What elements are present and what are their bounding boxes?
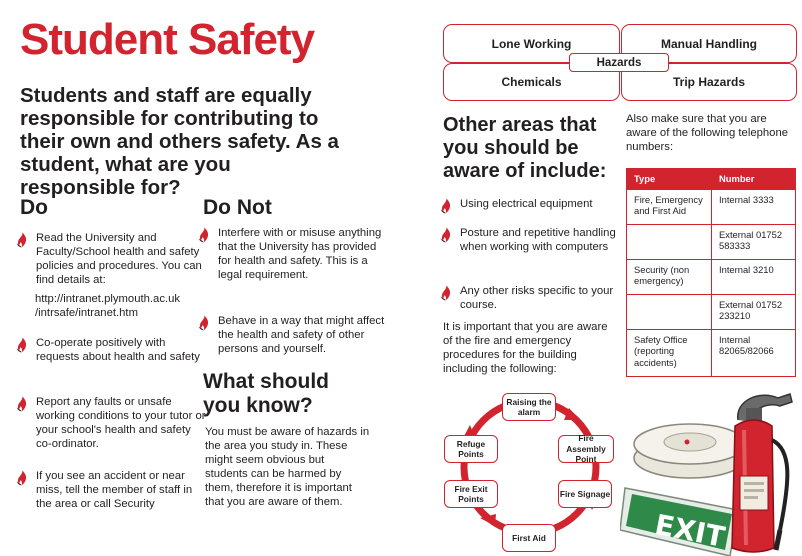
exit-sign-text: EXIT (652, 508, 728, 554)
cycle-step-fire-assembly-point: Fire Assembly Point (558, 435, 614, 463)
other-area-item (440, 226, 630, 254)
do-item-text: Co-operate positively with requests about health and safety (36, 337, 200, 363)
do-item-text: Report any faults or unsafe working conditions to your tutor or your school's health and safety co-ordinator. (36, 396, 206, 450)
do-item-text: If you see an accident or near miss, tell the member of staff in the area or call Security (36, 470, 193, 510)
do-item (16, 336, 206, 364)
cycle-step-refuge-points: Refuge Points (444, 435, 498, 463)
hazards-center-label: Hazards (569, 53, 669, 72)
phone-number-cell: Internal 3333 (712, 189, 796, 224)
flame-bullet-icon (440, 198, 452, 214)
do-not-item (198, 314, 394, 356)
phone-number-cell: External 01752 583333 (712, 224, 796, 259)
exit-sign-icon (620, 488, 738, 556)
table-row (627, 329, 796, 376)
phone-table-header (627, 169, 796, 190)
column-header-number: Number (712, 169, 796, 190)
smoke-detector-icon (634, 424, 746, 478)
hazard-lone-working: Lone Working (443, 24, 620, 63)
phone-type-cell (627, 294, 712, 329)
phone-number-cell: Internal 3210 (712, 259, 796, 294)
intro-text: Students and staff are equally responsible for contributing to their own and others safety. As a student, what are you responsible for? (20, 84, 339, 199)
table-row (627, 189, 796, 224)
do-not-heading: Do Not (203, 196, 272, 219)
do-item (16, 231, 212, 287)
do-not-item (198, 226, 390, 282)
other-area-item (440, 284, 625, 312)
emergency-procedures-text: It is important that you are aware of the fire and emergency procedures for the building including the following: (443, 321, 608, 375)
safety-equipment-illustration (620, 380, 802, 556)
do-item (16, 395, 206, 451)
do-not-item-text: Behave in a way that might affect the health and safety of other persons and yourself. (218, 315, 385, 355)
flame-bullet-icon (198, 227, 210, 243)
flame-bullet-icon (16, 337, 28, 353)
phone-number-cell: Internal 82065/82066 (712, 329, 796, 376)
hazard-chemicals: Chemicals (443, 63, 620, 101)
phone-intro: Also make sure that you are aware of the following telephone numbers: (626, 113, 789, 153)
other-area-item-text: Posture and repetitive handling when working with computers (460, 227, 616, 253)
cycle-step-first-aid: First Aid (502, 524, 556, 552)
flame-bullet-icon (440, 227, 452, 243)
other-area-item (440, 197, 625, 211)
column-header-type: Type (627, 169, 712, 190)
cycle-step-fire-signage: Fire Signage (558, 480, 612, 508)
phone-type-cell: Safety Office (reporting accidents) (627, 329, 712, 376)
other-area-item-text: Using electrical equipment (460, 198, 593, 210)
do-item (16, 469, 208, 511)
do-heading: Do (20, 196, 48, 219)
do-item-text: Read the University and Faculty/School health and safety policies and procedures. You can find details at: (36, 232, 202, 286)
what-should-you-know-text: You must be aware of hazards in the area you study in. These might seem obvious but students can be harmed by them, therefore it is important that you are aware of them. (205, 426, 370, 508)
phone-type-cell: Fire, Emergency and First Aid (627, 189, 712, 224)
intranet-link[interactable]: http://intranet.plymouth.ac.uk /intrsafe/intranet.htm (35, 293, 181, 319)
other-area-item-text: Any other risks specific to your course. (460, 285, 614, 311)
table-row (627, 224, 796, 259)
flame-bullet-icon (16, 470, 28, 486)
table-row (627, 294, 796, 329)
hazard-manual-handling: Manual Handling (621, 24, 797, 63)
do-not-item-text: Interfere with or misuse anything that the University has provided for health and safety. This is a legal requirement. (218, 227, 382, 281)
cycle-step-raising-the-alarm: Raising the alarm (502, 393, 556, 421)
phone-number-cell: External 01752 233210 (712, 294, 796, 329)
phone-type-cell (627, 224, 712, 259)
phone-table (626, 168, 796, 377)
table-row (627, 259, 796, 294)
fire-extinguisher-icon (732, 394, 792, 552)
page-title: Student Safety (20, 15, 315, 64)
hazard-trip-hazards: Trip Hazards (621, 63, 797, 101)
phone-type-cell: Security (non emergency) (627, 259, 712, 294)
flame-bullet-icon (16, 232, 28, 248)
flame-bullet-icon (198, 315, 210, 331)
other-areas-heading: Other areas that you should be aware of include: (443, 114, 607, 182)
flame-bullet-icon (440, 285, 452, 301)
cycle-step-fire-exit-points: Fire Exit Points (444, 480, 498, 508)
what-should-you-know-heading: What should you know? (203, 370, 329, 417)
flame-bullet-icon (16, 396, 28, 412)
